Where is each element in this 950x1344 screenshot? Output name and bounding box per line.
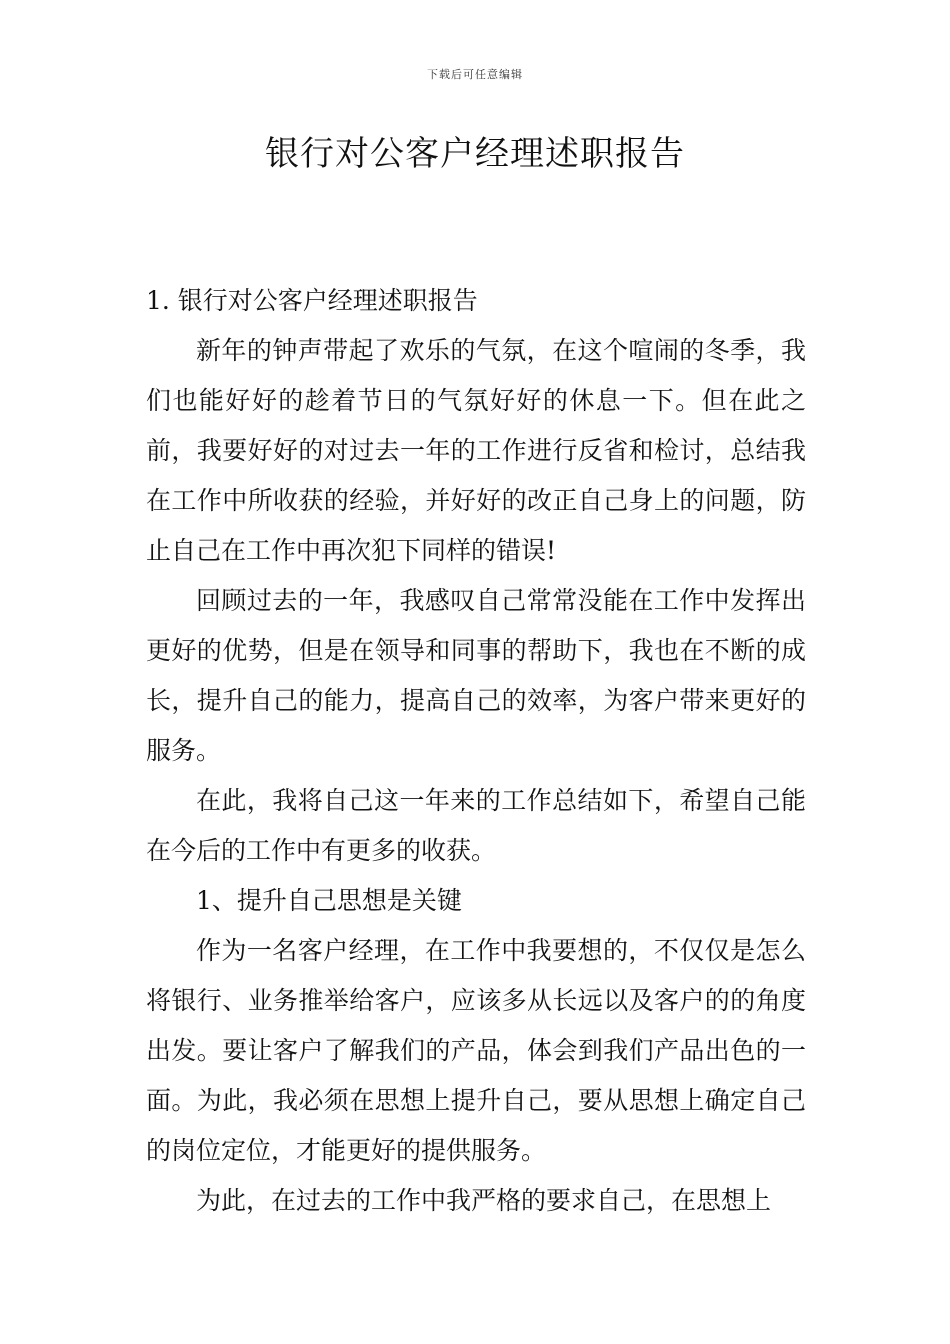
header-note: 下载后可任意编辑	[427, 68, 523, 81]
paragraph: 在此，我将自己这一年来的工作总结如下，希望自己能在今后的工作中有更多的收获。	[146, 786, 806, 865]
paragraph: 回顾过去的一年，我感叹自己常常没能在工作中发挥出更好的优势，但是在领导和同事的帮助下，我也在不断的成长，提升自己的能力，提高自己的效率，为客户带来更好的服务。	[146, 586, 806, 765]
document-body	[146, 276, 806, 1226]
section-heading: 1. 银行对公客户经理述职报告	[146, 286, 478, 315]
document-title: 银行对公客户经理述职报告	[265, 134, 685, 174]
paragraph: 为此，在过去的工作中我严格的要求自己，在思想上	[196, 1186, 772, 1215]
paragraph: 新年的钟声带起了欢乐的气氛，在这个喧闹的冬季，我们也能好好的趁着节日的气氛好好的休息一下。但在此之前，我要好好的对过去一年的工作进行反省和检讨，总结我在工作中所收获的经验，并好好的改正自己身上的问题，防止自己在工作中再次犯下同样的错误!	[146, 336, 806, 565]
subsection-heading: 1、提升自己思想是关键	[196, 886, 462, 915]
paragraph: 作为一名客户经理，在工作中我要想的，不仅仅是怎么将银行、业务推举给客户，应该多从长远以及客户的的角度出发。要让客户了解我们的产品，体会到我们产品出色的一面。为此，我必须在思想上提升自己，要从思想上确定自己的岗位定位，才能更好的提供服务。	[146, 936, 806, 1165]
